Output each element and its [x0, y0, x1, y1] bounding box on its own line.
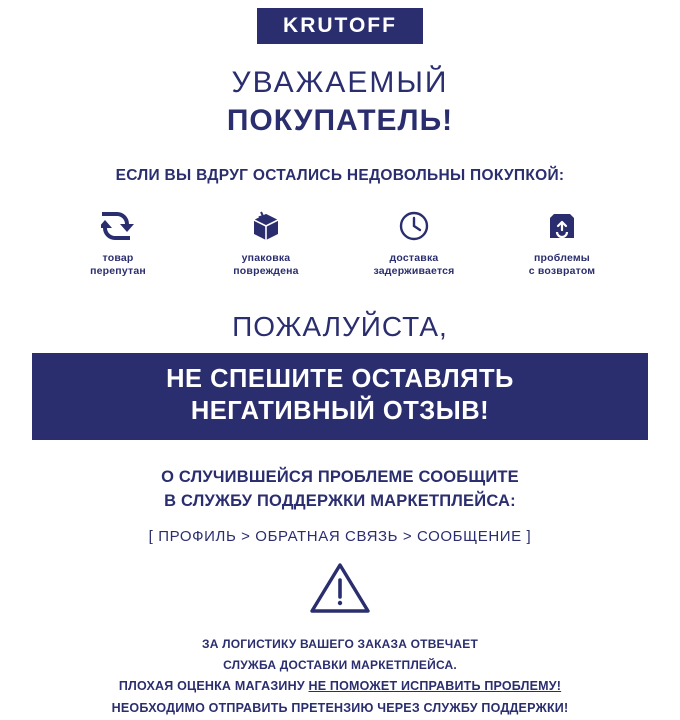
footer-notes: [0, 634, 680, 720]
issue-caption-return-problem: [506, 252, 618, 279]
negative-review-banner: [32, 353, 648, 440]
issue-item-return-problem: [506, 207, 618, 279]
headline-line-2: ПОКУПАТЕЛЬ!: [226, 103, 454, 137]
brand-logo: KRUTOFF: [257, 8, 423, 44]
headline-line-1: УВАЖАЕМЫЙ: [231, 66, 449, 99]
report-line-1: О СЛУЧИВШЕЙСЯ ПРОБЛЕМЕ СООБЩИТЕ: [161, 468, 519, 487]
damaged-box-icon: [210, 207, 322, 245]
clock-icon: [358, 207, 470, 245]
headline: [0, 66, 680, 139]
brand-logo-wrapper: [0, 0, 680, 44]
footer-line-1: ЗА ЛОГИСТИКУ ВАШЕГО ЗАКАЗА ОТВЕЧАЕТ: [201, 636, 478, 651]
issue-item-delayed-delivery: [358, 207, 470, 279]
caption-line-1: упаковка: [241, 251, 291, 264]
footer-line-3-underlined: НЕ ПОМОЖЕТ ИСПРАВИТЬ ПРОБЛЕМУ!: [308, 678, 562, 693]
caption-line-1: проблемы: [534, 251, 590, 264]
issue-caption-wrong-product: [62, 252, 174, 279]
footer-line-4: НЕОБХОДИМО ОТПРАВИТЬ ПРЕТЕНЗИЮ ЧЕРЕЗ СЛУЖБУ ПОДДЕРЖКИ!: [111, 700, 569, 715]
issue-caption-delayed-delivery: [358, 252, 470, 279]
swap-arrows-icon: [62, 207, 174, 245]
footer-line-2: СЛУЖБА ДОСТАВКИ МАРКЕТПЛЕЙСА.: [223, 657, 457, 672]
issue-icon-row: [0, 207, 680, 279]
subline: ЕСЛИ ВЫ ВДРУГ ОСТАЛИСЬ НЕДОВОЛЬНЫ ПОКУПКОЙ:: [115, 166, 565, 184]
please-text: ПОЖАЛУЙСТА,: [232, 310, 448, 342]
banner-line-2: НЕГАТИВНЫЙ ОТЗЫВ!: [190, 397, 490, 426]
caption-line-2: задерживается: [373, 265, 455, 278]
support-path: [ ПРОФИЛЬ > ОБРАТНАЯ СВЯЗЬ > СООБЩЕНИЕ ]: [148, 527, 532, 545]
caption-line-2: с возвратом: [528, 265, 596, 278]
issue-item-damaged-package: [210, 207, 322, 279]
issue-caption-damaged-package: [210, 252, 322, 279]
caption-line-2: повреждена: [233, 265, 299, 278]
caption-line-2: перепутан: [90, 265, 146, 278]
warning-wrapper: [0, 561, 680, 620]
caption-line-1: доставка: [389, 251, 439, 264]
return-box-icon: [506, 207, 618, 245]
report-line-2: В СЛУЖБУ ПОДДЕРЖКИ МАРКЕТПЛЕЙСА:: [164, 491, 516, 510]
footer-line-3: [0, 676, 680, 698]
footer-line-3-plain: ПЛОХАЯ ОЦЕНКА МАГАЗИНУ: [118, 678, 309, 693]
issue-item-wrong-product: [62, 207, 174, 279]
banner-line-1: НЕ СПЕШИТЕ ОСТАВЛЯТЬ: [166, 364, 514, 393]
caption-line-1: товар: [102, 251, 134, 264]
warning-triangle-icon: [309, 561, 371, 620]
report-instructions: [0, 466, 680, 514]
